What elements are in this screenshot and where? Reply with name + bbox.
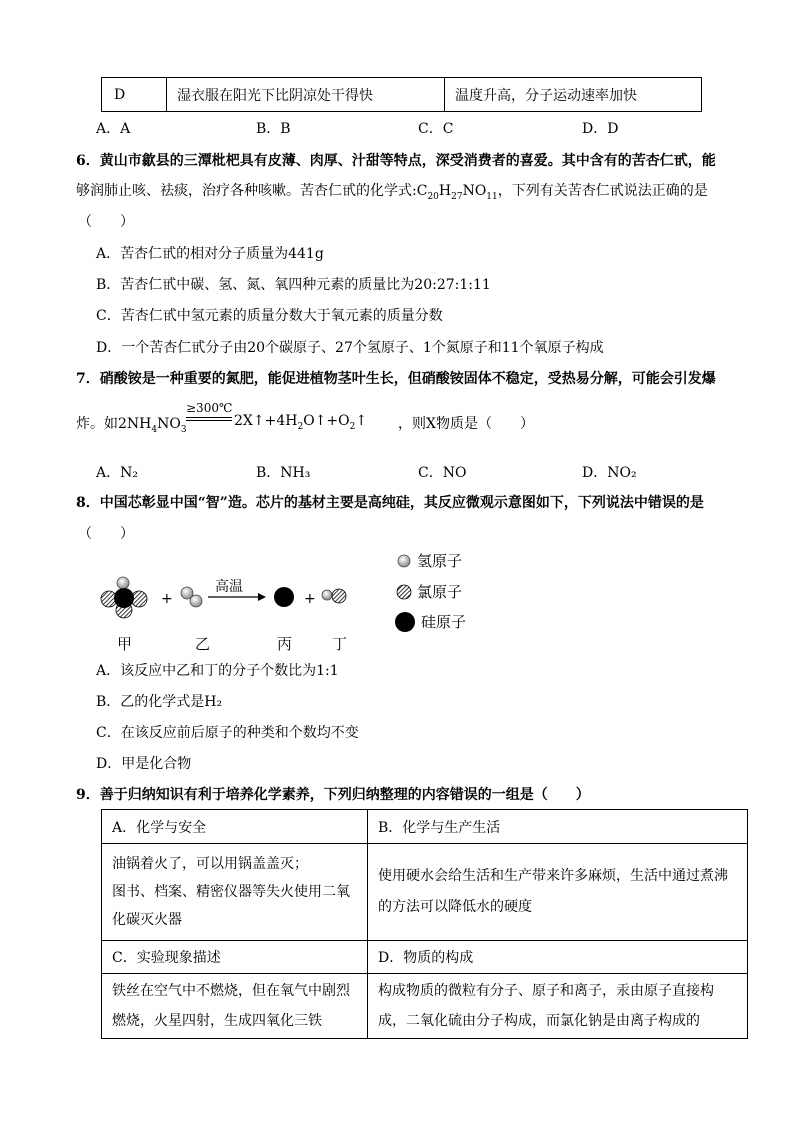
q8-option-c[interactable]: C．在该反应前后原子的种类和个数均不变 bbox=[96, 725, 359, 741]
q7-sub-4: 4 bbox=[151, 424, 158, 435]
q8-legend bbox=[395, 552, 466, 632]
q9-d-body-line-2: 成，二氧化硫由分子构成，而氯化钠是由离子构成的 bbox=[378, 1013, 700, 1029]
q6-stem-text-2b: ，下列有关苦杏仁甙说法正确的是 bbox=[497, 183, 708, 199]
q9-stem bbox=[76, 784, 590, 804]
q7-reaction-condition bbox=[186, 402, 232, 421]
q7-stem-line-2 bbox=[76, 413, 187, 435]
q6-option-c[interactable]: C．苦杏仁甙中氢元素的质量分数大于氧元素的质量分数 bbox=[96, 308, 443, 324]
q9-cell-c-head: C．实验现象描述 bbox=[102, 941, 368, 974]
q9-a-body-line-2: 图书、档案、精密仪器等失火使用二氧 bbox=[112, 884, 350, 900]
q7-condition-text: ≥300℃ bbox=[186, 401, 233, 415]
q9-d-body-line-1: 构成物质的微粒有分子、原子和离子，汞由原子直接构 bbox=[378, 983, 714, 999]
q6-formula-no: NO bbox=[462, 183, 487, 199]
q9-b-body-line-1: 使用硬水会给生活和生产带来许多麻烦，生活中通过煮沸 bbox=[378, 868, 728, 884]
q7-sub-2: 2 bbox=[297, 421, 304, 432]
q7-options bbox=[96, 462, 716, 482]
plus-sign-1: + bbox=[161, 591, 173, 607]
molecule-yi bbox=[181, 587, 202, 607]
q6-paren: （ ） bbox=[78, 214, 134, 230]
q5-option-c[interactable]: C．C bbox=[418, 121, 454, 137]
q8-reaction-diagram bbox=[90, 545, 590, 655]
molecule-bing bbox=[274, 587, 294, 607]
label-ding: 丁 bbox=[332, 635, 348, 653]
q6-stem-line-2 bbox=[76, 180, 708, 202]
q8-stem-line-1 bbox=[76, 492, 704, 512]
q9-a-body-line-1: 油锅着火了，可以用锅盖盖灭； bbox=[112, 856, 308, 872]
label-bing: 丙 bbox=[277, 635, 293, 653]
q9-cell-d-head: D．物质的构成 bbox=[368, 941, 748, 974]
q6-option-d[interactable]: D．一个苦杏仁甙分子由20个碳原子、27个氢原子、1个氮原子和11个氧原子构成 bbox=[96, 340, 604, 356]
q7-products-text-3: ↑ bbox=[355, 413, 368, 429]
q9-stem-text: 9．善于归纳知识有利于培养化学素养，下列归纳整理的内容错误的一组是（ ） bbox=[76, 787, 590, 803]
q7-products bbox=[234, 413, 367, 432]
q5-option-a[interactable]: A．A bbox=[96, 121, 131, 137]
q9-cell-a-body bbox=[102, 844, 368, 941]
q5-row-explanation: 温度升高，分子运动速率加快 bbox=[445, 78, 702, 112]
q9-table bbox=[101, 809, 748, 1039]
label-jia: 甲 bbox=[117, 635, 133, 653]
arrow-head-icon bbox=[258, 593, 266, 601]
q9-c-body-line-2: 燃烧，火星四射，生成四氧化三铁 bbox=[112, 1013, 322, 1029]
q9-cell-b-body bbox=[368, 844, 748, 941]
silicon-atom-icon bbox=[395, 612, 415, 632]
legend-silicon: 硅原子 bbox=[421, 613, 467, 631]
q9-cell-d-body bbox=[368, 974, 748, 1039]
q5-option-d[interactable]: D．D bbox=[582, 121, 619, 137]
q6-formula-sub-c: 20 bbox=[427, 191, 439, 202]
q9-cell-c-body bbox=[102, 974, 368, 1039]
q6-stem-line-1 bbox=[76, 150, 716, 170]
q8-option-b[interactable]: B．乙的化学式是H₂ bbox=[96, 694, 223, 710]
q8-paren: （ ） bbox=[78, 526, 134, 542]
q8-option-d[interactable]: D．甲是化合物 bbox=[96, 756, 192, 772]
q7-option-b[interactable]: B．NH₃ bbox=[256, 465, 311, 481]
q7-option-c[interactable]: C．NO bbox=[418, 465, 467, 481]
q6-formula-sub-h: 27 bbox=[451, 191, 463, 202]
hydrogen-atom-icon bbox=[398, 555, 410, 567]
q7-products-text-1: 2X↑+4H bbox=[234, 413, 298, 429]
label-yi: 乙 bbox=[195, 635, 211, 653]
q6-stem-text-2a: 够润肺止咳、祛痰，治疗各种咳嗽。苦杏仁甙的化学式:C bbox=[76, 183, 428, 199]
q8-stem-text-1: 8．中国芯彰显中国“智”造。芯片的基材主要是高纯硅，其反应微观示意图如下，下列说法中错误的是 bbox=[76, 495, 704, 511]
q5-option-b[interactable]: B．B bbox=[256, 121, 291, 137]
q6-formula-h: H bbox=[438, 183, 452, 199]
q9-b-body-line-2: 的方法可以降低水的硬度 bbox=[378, 899, 532, 915]
q7-equals-sign bbox=[186, 417, 232, 421]
legend-chlorine: 氯原子 bbox=[417, 583, 463, 601]
q7-option-d[interactable]: D．NO₂ bbox=[582, 465, 637, 481]
q9-cell-b-head: B．化学与生产生活 bbox=[368, 810, 748, 844]
molecule-ding bbox=[322, 589, 346, 603]
q7-products-text-2: O↑+O bbox=[303, 413, 350, 429]
q6-option-a[interactable]: A．苦杏仁甙的相对分子质量为441g bbox=[96, 246, 324, 262]
q7-sub-3: 3 bbox=[180, 424, 187, 435]
q7-no: NO bbox=[157, 416, 181, 432]
q9-cell-a-head: A．化学与安全 bbox=[102, 810, 368, 844]
q6-option-b[interactable]: B．苦杏仁甙中碳、氢、氮、氧四种元素的质量比为20:27:1:11 bbox=[96, 277, 491, 293]
plus-sign-2: + bbox=[304, 591, 316, 607]
q9-c-body-line-1: 铁丝在空气中不燃烧，但在氧气中剧烈 bbox=[112, 983, 350, 999]
molecule-jia bbox=[101, 577, 147, 618]
q7-stem-text-2a: 炸。如2NH bbox=[76, 416, 152, 432]
q6-stem-text-1: 6．黄山市歙县的三潭枇杷具有皮薄、肉厚、汁甜等特点，深受消费者的喜爱。其中含有的苦杏仁甙，能 bbox=[76, 153, 716, 169]
q8-arrow-label: 高温 bbox=[215, 579, 243, 595]
q5-options bbox=[96, 118, 716, 138]
q9-a-body-line-3: 化碳灭火器 bbox=[112, 912, 182, 928]
chlorine-atom-icon bbox=[397, 585, 411, 599]
q7-stem-tail: ，则X物质是（ ） bbox=[398, 416, 534, 432]
q5-row-code: D bbox=[102, 78, 167, 112]
q7-option-a[interactable]: A．N₂ bbox=[96, 465, 138, 481]
legend-hydrogen: 氢原子 bbox=[417, 552, 463, 570]
q7-stem-line-1 bbox=[76, 368, 716, 388]
q7-stem-text-1: 7．硝酸铵是一种重要的氮肥，能促进植物茎叶生长，但硝酸铵固体不稳定，受热易分解，可能会引发爆 bbox=[76, 371, 716, 387]
q8-option-a[interactable]: A．该反应中乙和丁的分子个数比为1:1 bbox=[96, 663, 339, 679]
q5-table bbox=[101, 77, 702, 112]
q7-sub-2b: 2 bbox=[349, 421, 356, 432]
q6-formula-sub-o: 11 bbox=[486, 191, 498, 202]
q5-row-phenomenon: 湿衣服在阳光下比阴凉处干得快 bbox=[167, 78, 445, 112]
